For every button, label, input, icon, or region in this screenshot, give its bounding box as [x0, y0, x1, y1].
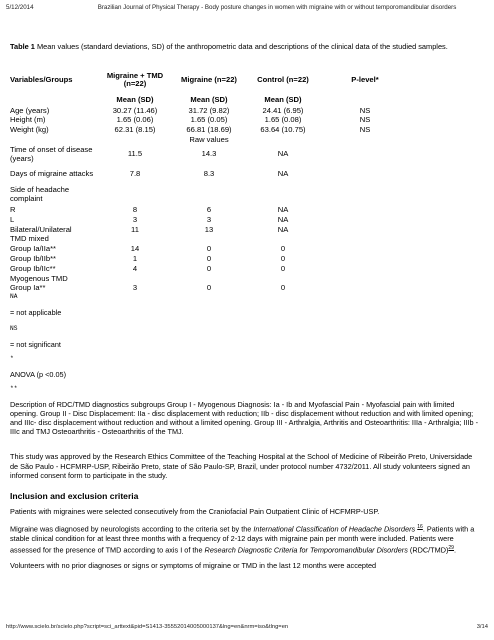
table-cell: 0 — [206, 263, 212, 273]
table-cell: Weight (kg) — [10, 125, 49, 135]
table-cell — [172, 185, 246, 205]
table-subheader-row — [10, 94, 410, 105]
table-header-cell: Control (n=22) — [257, 74, 309, 84]
table-cell: Group Ia** — [10, 283, 46, 293]
table-header-cell: Migraine + TMD (n=22) — [106, 70, 164, 89]
table-cell — [246, 273, 320, 283]
table-cell — [320, 165, 410, 185]
table-cell: 14 — [130, 244, 140, 254]
paragraph-selection: Patients with migraines were selected consecutively from the Craniofacial Pain Outpatient Clinic of HCFMRP-USP. — [10, 507, 380, 517]
table-subheader-cell — [10, 94, 98, 105]
table-cell: 62.31 (8.15) — [114, 125, 156, 135]
page-number: 3/14 — [476, 624, 488, 630]
table-header-cell: Variables/Groups — [10, 74, 73, 84]
table-cell: 0 — [280, 263, 286, 273]
table-cell: 3 — [132, 283, 138, 293]
table-body-anthropometric — [10, 105, 410, 134]
table-cell: NA — [277, 224, 289, 234]
table-cell — [172, 234, 246, 244]
table-cell: 4 — [132, 263, 138, 273]
table-cell: 66.81 (18.69) — [186, 125, 232, 135]
table-cell: NS — [359, 125, 371, 135]
table-header-cell: P-level* — [351, 74, 379, 84]
table-cell: Group Ib/IIb** — [10, 253, 57, 263]
table-row — [10, 244, 410, 254]
table-cell: Days of migraine attacks — [10, 169, 94, 179]
table-row — [10, 125, 410, 135]
table-cell — [320, 263, 410, 273]
raw-values-label: Raw values — [189, 135, 229, 145]
table-cell: 30.27 (11.46) — [112, 105, 158, 115]
table-footnotes — [10, 293, 482, 436]
table-cell: R — [10, 204, 16, 214]
footnote-dstar-code: ** — [10, 384, 18, 392]
table-cell: 0 — [206, 283, 212, 293]
table-cell: NA — [277, 204, 289, 214]
table-cell: NA — [277, 149, 289, 159]
raw-values-row — [10, 135, 410, 145]
table-cell: 0 — [206, 244, 212, 254]
table-subheader-cell: Mean (SD) — [116, 95, 154, 105]
table-cell — [98, 185, 172, 205]
table-cell: 31.72 (9.82) — [188, 105, 230, 115]
table-cell — [320, 185, 410, 205]
table-subheader-cell: Mean (SD) — [264, 95, 302, 105]
table-cell: 0 — [280, 283, 286, 293]
table-label: Table 1 — [10, 42, 35, 51]
table-cell: 24.41 (6.95) — [262, 105, 304, 115]
table-cell: Age (years) — [10, 105, 50, 115]
table-cell — [172, 273, 246, 283]
table-cell: 1 — [132, 253, 138, 263]
table-subheader-cell: Mean (SD) — [190, 95, 228, 105]
table-row — [10, 263, 410, 273]
table-cell: Group Ia/IIa** — [10, 244, 57, 254]
document-content — [10, 42, 482, 571]
table-cell — [98, 234, 172, 244]
page-footer — [6, 624, 488, 634]
table-row — [10, 283, 410, 293]
page-title: Brazilian Journal of Physical Therapy - Body posture changes in women with migraine with or without temporomandibular disorders — [97, 4, 457, 11]
table-cell: Time of onset of disease (years) — [10, 145, 93, 163]
table-cell: NS — [359, 105, 371, 115]
table-row — [10, 254, 410, 264]
table-cell: Myogenous TMD — [10, 273, 68, 283]
table-row — [10, 234, 410, 244]
table-cell — [320, 283, 410, 293]
table-cell — [98, 273, 172, 283]
table-cell — [320, 254, 410, 264]
page-header — [6, 4, 488, 16]
table-cell: 13 — [204, 224, 214, 234]
table-subheader-cell — [320, 94, 410, 105]
table-row — [10, 165, 410, 185]
table-cell: 11 — [131, 224, 139, 234]
table-cell: 0 — [280, 244, 286, 254]
table-cell: 1.65 (0.06) — [116, 115, 154, 125]
table-cell — [320, 234, 410, 244]
table-cell: 6 — [206, 204, 212, 214]
table-cell: 63.64 (10.75) — [260, 125, 306, 135]
table-cell: 0 — [280, 253, 286, 263]
table-cell — [320, 145, 410, 165]
table-cell — [320, 214, 410, 224]
data-table — [10, 66, 410, 293]
table-cell: 11.5 — [127, 149, 143, 159]
paragraph-controls: Volunteers with no prior diagnoses or signs or symptoms of migraine or TMD in the last 12 months were accepted — [10, 561, 377, 571]
table-cell: 0 — [206, 253, 212, 263]
footnote-na-text: = not applicable — [10, 307, 62, 317]
footnote-ns-code: NS — [10, 324, 18, 332]
table-cell — [246, 185, 320, 205]
table-header-row — [10, 66, 410, 94]
section-heading: Inclusion and exclusion criteria — [10, 491, 139, 502]
table-row — [10, 214, 410, 224]
page-url: http://www.scielo.br/scielo.php?script=sci_arttext&pid=S1413-35552014005000137&lng=en&nrm=iso&tlng=en — [6, 624, 289, 630]
table-caption — [10, 42, 482, 51]
footnote-dstar-text: Description of RDC/TMD diagnostics subgroups Group I - Myogenous Diagnosis: Ia - Ib and Myofascial Pain - Myofascial pain with limited opening. Group II - Disc Displacement: IIa - disc displacement with reduction; IIb - disc displacement without reduction and with limited opening; and IIIc- disc displacement without reduction and without a limited opening. Group III - Arthralgia, Arthritis and Osteoarthritis: IIIa - Arthralgia; IIIb - IIIc and TMJ Osteoarthritis - Osteoarthritis of the TMJ. — [10, 399, 479, 436]
table-row — [10, 273, 410, 283]
table-cell: Side of headache complaint — [10, 185, 70, 203]
table-row — [10, 224, 410, 234]
table-row — [10, 205, 410, 215]
table-cell: Bilateral/Unilateral — [10, 224, 72, 234]
footnote-na-code: NA — [10, 292, 18, 300]
table-cell: 8.3 — [203, 169, 215, 179]
table-cell: 8 — [132, 204, 138, 214]
table-cell — [320, 224, 410, 234]
table-cell: TMD mixed — [10, 234, 49, 244]
table-cell: Height (m) — [10, 115, 46, 125]
table-cell: NA — [277, 169, 289, 179]
table-cell: 3 — [206, 214, 212, 224]
table-cell: NA — [277, 214, 289, 224]
table-cell: L — [10, 214, 15, 224]
table-caption-text: Mean values (standard deviations, SD) of the anthropometric data and descriptions of the clinical data of the studied samples. — [36, 42, 448, 51]
table-cell: 7.8 — [129, 169, 141, 179]
footnote-ns-text: = not significant — [10, 339, 61, 349]
table-cell — [320, 205, 410, 215]
table-header-cell: Migraine (n=22) — [181, 74, 237, 84]
table-cell — [320, 244, 410, 254]
table-row — [10, 185, 410, 205]
reference-link[interactable]: 16 — [417, 523, 423, 530]
table-cell: 3 — [132, 214, 138, 224]
reference-link[interactable]: 29 — [448, 544, 454, 551]
print-date: 5/12/2014 — [6, 4, 34, 11]
footnote-star-code: * — [10, 354, 14, 362]
table-body-clinical — [10, 145, 410, 293]
table-row — [10, 115, 410, 125]
table-cell: NS — [359, 115, 371, 125]
table-cell — [320, 273, 410, 283]
footnote-star-text: ANOVA (p <0.05) — [10, 369, 67, 379]
table-cell: 14.3 — [201, 149, 217, 159]
table-row — [10, 145, 410, 165]
table-row — [10, 105, 410, 115]
table-cell — [246, 234, 320, 244]
table-cell: 1.65 (0.08) — [264, 115, 302, 125]
paragraph-diagnosis: Migraine was diagnosed by neurologists according to the criteria set by the International Classification of Headache Disorders $^{16}$. Patients with a stable clinical condition for at least three months with a frequency of 2-12 days with migraine pain per month were included. Patients were assessed for the presence of TMD according to axis I of the Research Diagnostic Criteria for Temporomandibular Disorders $(RDC/TMD)^{29}$. — [10, 523, 475, 555]
table-cell: Group Ib/IIc** — [10, 263, 56, 273]
table-cell: 1.65 (0.05) — [190, 115, 228, 125]
ethics-paragraph: This study was approved by the Research Ethics Committee of the Teaching Hospital at the School of Medicine of Ribeirão Preto, Universidade de São Paulo - HCFMRP-USP, Ribeirão Preto, state of São Paulo-SP, Brazil, under protocol number 4732/2011. All study volunteers signed an informed consent form to participate in the study. — [10, 451, 473, 481]
